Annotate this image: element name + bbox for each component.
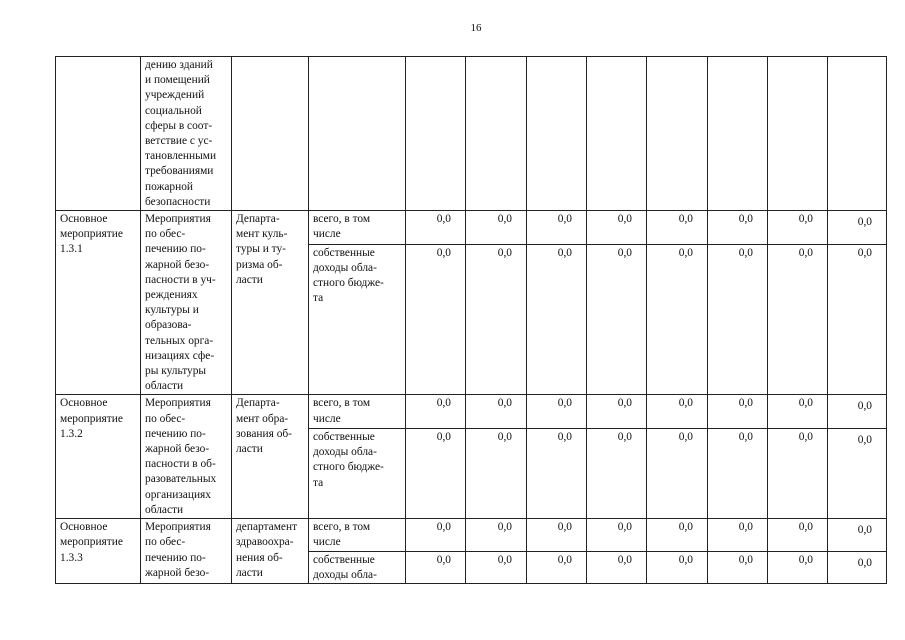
value-cell: 0,0 bbox=[527, 551, 587, 583]
source-cell: всего, в том числе bbox=[309, 519, 406, 551]
value-cell: 0,0 bbox=[466, 551, 527, 583]
source-cell: собственные доходы обла- bbox=[309, 551, 406, 583]
value-cell: 0,0 bbox=[647, 519, 708, 551]
table-row-item-1-3-1-total bbox=[56, 211, 887, 245]
activity-cell: Мероприятия по обес- печению по- жарной безо- bbox=[141, 519, 232, 584]
value-cell: 0,0 bbox=[527, 519, 587, 551]
executor-cell: Департа- мент куль- туры и ту- ризма об- ласти bbox=[232, 211, 309, 395]
value-cell: 0,0 bbox=[466, 244, 527, 395]
table-row-item-1-3-3-total bbox=[56, 519, 887, 551]
source-cell: всего, в том числе bbox=[309, 211, 406, 245]
value-cell bbox=[527, 57, 587, 211]
value-cell: 0,0 bbox=[768, 244, 828, 395]
value-cell bbox=[708, 57, 768, 211]
executor-cell bbox=[232, 57, 309, 211]
value-cell: 0,0 bbox=[466, 429, 527, 519]
source-cell: всего, в том числе bbox=[309, 395, 406, 429]
value-cell: 0,0 bbox=[587, 244, 647, 395]
value-cell: 0,0 bbox=[708, 211, 768, 245]
value-cell: 0,0 bbox=[647, 211, 708, 245]
budget-table bbox=[55, 56, 887, 584]
code-cell bbox=[56, 57, 141, 211]
code-cell: Основное мероприятие 1.3.3 bbox=[56, 519, 141, 584]
value-cell: 0,0 bbox=[406, 211, 466, 245]
value-cell: 0,0 bbox=[466, 211, 527, 245]
value-cell: 0,0 bbox=[587, 395, 647, 429]
value-cell bbox=[406, 57, 466, 211]
value-cell: 0,0 bbox=[768, 551, 828, 583]
value-cell: 0,0 bbox=[828, 211, 887, 245]
value-cell bbox=[768, 57, 828, 211]
activity-cell: дению зданий и помещений учреждений социальной сферы в соот- ветствие с ус- тановленными требованиями пожарной безопасности bbox=[141, 57, 232, 211]
value-cell: 0,0 bbox=[587, 429, 647, 519]
value-cell: 0,0 bbox=[527, 429, 587, 519]
value-cell: 0,0 bbox=[527, 211, 587, 245]
activity-cell: Мероприятия по обес- печению по- жарной безо- пасности в уч- реждениях культуры и образова- тельных орга- низациях сфе- ры культуры области bbox=[141, 211, 232, 395]
value-cell: 0,0 bbox=[466, 519, 527, 551]
value-cell: 0,0 bbox=[768, 429, 828, 519]
value-cell: 0,0 bbox=[527, 395, 587, 429]
activity-cell: Мероприятия по обес- печению по- жарной безо- пасности в об- разовательных организациях области bbox=[141, 395, 232, 519]
value-cell: 0,0 bbox=[587, 519, 647, 551]
value-cell: 0,0 bbox=[527, 244, 587, 395]
value-cell bbox=[828, 57, 887, 211]
value-cell: 0,0 bbox=[768, 519, 828, 551]
executor-cell: департамент здравоохра- нения об- ласти bbox=[232, 519, 309, 584]
executor-cell: Департа- мент обра- зования об- ласти bbox=[232, 395, 309, 519]
value-cell: 0,0 bbox=[406, 395, 466, 429]
value-cell: 0,0 bbox=[406, 551, 466, 583]
value-cell: 0,0 bbox=[406, 519, 466, 551]
value-cell: 0,0 bbox=[647, 395, 708, 429]
value-cell: 0,0 bbox=[647, 551, 708, 583]
value-cell: 0,0 bbox=[828, 429, 887, 519]
value-cell: 0,0 bbox=[708, 519, 768, 551]
value-cell: 0,0 bbox=[406, 244, 466, 395]
value-cell: 0,0 bbox=[587, 551, 647, 583]
code-cell: Основное мероприятие 1.3.1 bbox=[56, 211, 141, 395]
source-cell bbox=[309, 57, 406, 211]
value-cell bbox=[466, 57, 527, 211]
value-cell: 0,0 bbox=[828, 519, 887, 551]
value-cell bbox=[647, 57, 708, 211]
source-cell: собственные доходы обла- стного бюдже- та bbox=[309, 429, 406, 519]
code-cell: Основное мероприятие 1.3.2 bbox=[56, 395, 141, 519]
table-row-item-1-3-2-total bbox=[56, 395, 887, 429]
value-cell: 0,0 bbox=[647, 244, 708, 395]
source-cell: собственные доходы обла- стного бюдже- та bbox=[309, 244, 406, 395]
value-cell: 0,0 bbox=[768, 395, 828, 429]
value-cell: 0,0 bbox=[828, 244, 887, 395]
value-cell: 0,0 bbox=[708, 429, 768, 519]
value-cell: 0,0 bbox=[406, 429, 466, 519]
value-cell: 0,0 bbox=[466, 395, 527, 429]
table-row-continuation bbox=[56, 57, 887, 211]
value-cell: 0,0 bbox=[587, 211, 647, 245]
value-cell: 0,0 bbox=[828, 395, 887, 429]
page-number: 16 bbox=[470, 22, 482, 34]
value-cell: 0,0 bbox=[828, 551, 887, 583]
value-cell bbox=[587, 57, 647, 211]
value-cell: 0,0 bbox=[708, 395, 768, 429]
value-cell: 0,0 bbox=[768, 211, 828, 245]
value-cell: 0,0 bbox=[708, 551, 768, 583]
value-cell: 0,0 bbox=[708, 244, 768, 395]
value-cell: 0,0 bbox=[647, 429, 708, 519]
